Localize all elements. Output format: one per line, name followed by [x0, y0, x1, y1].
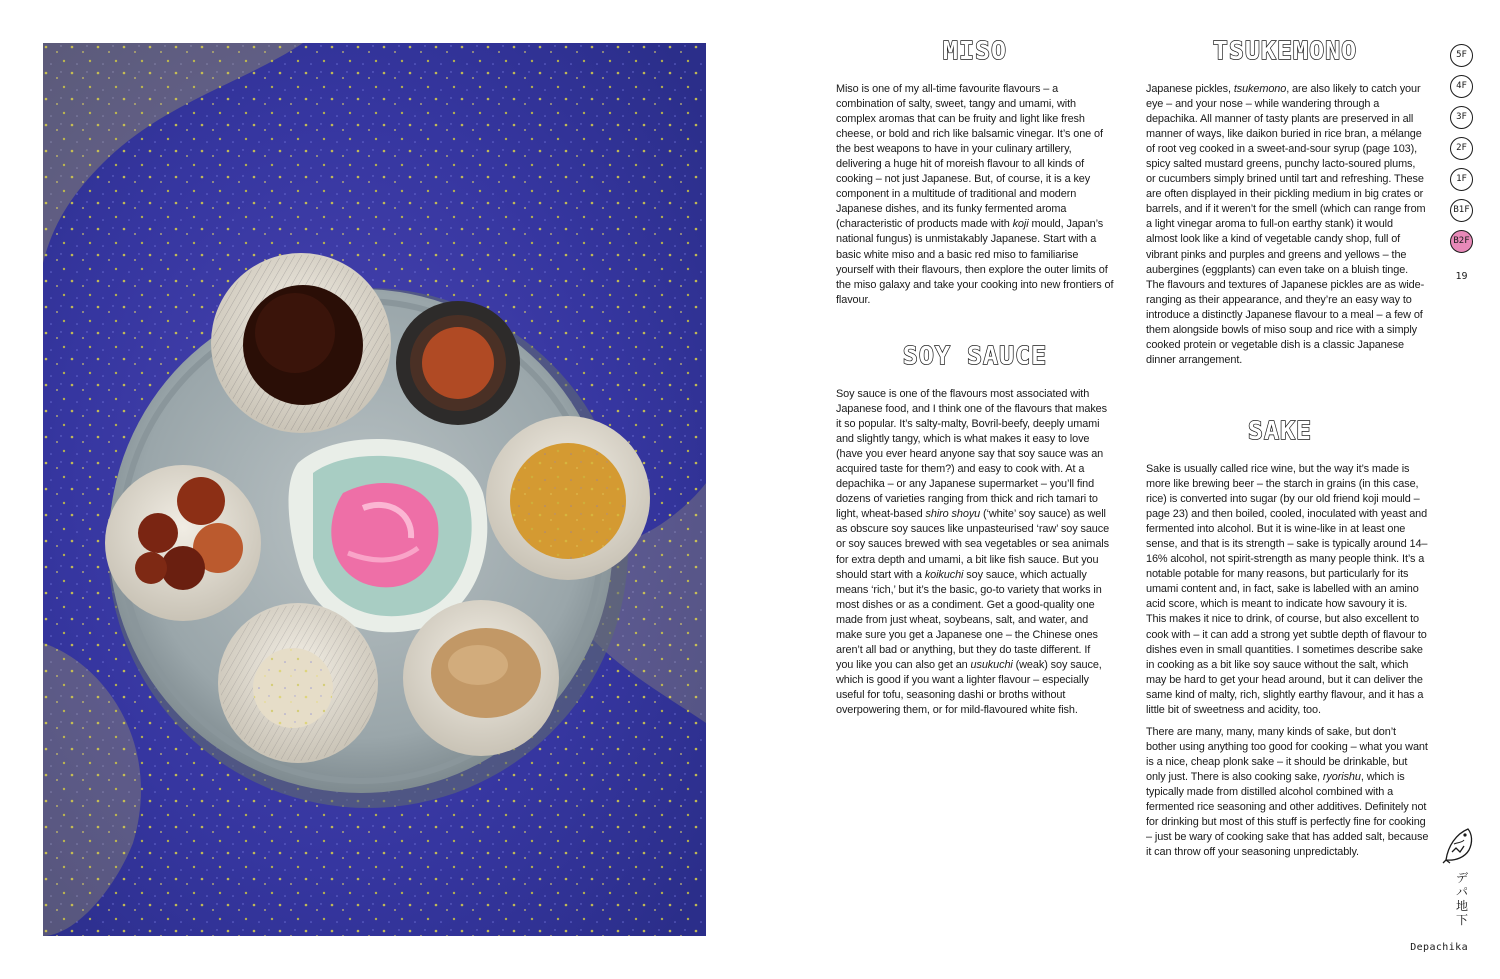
floor-5f: 5F — [1450, 44, 1473, 67]
miso-text — [836, 82, 1114, 315]
tsukemono-text — [1146, 82, 1426, 375]
running-footer: Depachika — [1410, 942, 1468, 953]
page-number: 19 — [1455, 271, 1468, 282]
paragraph: Sake is usually called rice wine, but the way it’s made is more like brewing beer – the starch in grains (in this case, rice) is converted into sugar (by our old friend koji mould – page 23) and then boiled, cooled, inoculated with yeast and fermented into alcohol. But it is wine-like in at least one sense, and that is its strength – sake is typically around 14–16% alcohol, not spirit-strength as many people think. It’s a notable potable for many reasons, but particularly for its umami content and, in fact, sake is labelled with an amino acid score, which is meant to indicate how savoury it is. This makes it nice to drink, of course, but also excellent to cook with – it can add a strong yet subtle depth of flavour to dishes even in small quantities. I sometimes describe sake in cooking as a bit like soy sauce without the salt, which may be hard to get your head around, but it can deliver the same kind of malty, rich, slightly earthy flavour, and it has a little bit of sweetness and acidity, too. — [1146, 463, 1428, 716]
paragraph: Miso is one of my all-time favourite flavours – a combination of salty, sweet, tangy and umami, with complex aromas that can be fruity and light like fresh cheese, or bold and rich like balsamic vinegar. It’s one of the best weapons to have in your culinary artillery, delivering a huge hit of moreish flavour to all kinds of cooking – not just Japanese. But, of course, it is a key component in a multitude of traditional and modern Japanese dishes, and its funky fermented aroma (characteristic of products made with koji mould, Japan’s national fungus) is unmistakably Japanese. Start with a basic white miso and a basic red miso to familiarise yourself with their flavours, then explore the outer limits of the miso galaxy and take your cooking into new frontiers of flavour. — [836, 83, 1114, 306]
paragraph: Soy sauce is one of the flavours most associated with Japanese food, and I think one of the flavours that makes it so popular. It’s salty-malty, Bovril-beefy, deeply umami and slightly tangy, which is what makes it easy to love (have you ever heard anyone say that soy sauce was an acquired taste for them?) and easy to cook with. At a depachika – or any Japanese supermarket – you’ll find dozens of varieties ranging from thick and rich tamari to light, wheat-based shiro shoyu (‘white’ soy sauce) as well as obscure soy sauces like unpasteurised ‘raw’ soy sauce or soy sauces brewed with sea vegetables or sea animals for extra depth and umami, a bit like fish sauce. But you should start with a koikuchi soy sauce, which actually means ‘rich,’ but it’s the basic, go-to variety that works in most dishes or as a condiment. Get a good-quality one made from just wheat, soybeans, salt, and water, and make sure you get a Japanese one – the Chinese ones aren’t all bad or anything, but they do taste different. If you like you can also get an usukuchi (weak) soy sauce, which is good if you want a lighter flavour – especially useful for tofu, seasoning dashi or broths without overpowering them, or for mild-flavoured white fish. — [836, 388, 1110, 716]
paragraph: Japanese pickles, tsukemono, are also likely to catch your eye – and your nose – while wandering through a depachika. All manner of tasty plants are preserved in all manner of ways, like daikon buried in rice bran, a mélange of root veg cooked in a sweet-and-sour syrup (page 103), spicy salted mustard greens, punchy lacto-soured plums, or cucumbers simply brined until tart and refreshing. These are often displayed in their pickling medium in big crates or barrels, and if it weren’t for the smell (which can range from a light vinegar aroma to full-on earthy stank) it would almost look like a kind of vegetable candy shop, full of vibrant pinks and purples and greens and yellows – the aubergines (eggplants) can even take on a bluish tinge. The flavours and textures of Japanese pickles are as wide-ranging as their appearance, and they’re an easy way to introduce a distinctly Japanese flavour to a meal – a few of them alongside bowls of miso soup and rice with a simply cooked protein or vegetable dish is a classic Japanese dinner arrangement. — [1146, 83, 1426, 366]
heading-soy-sauce: SOY SAUCE — [902, 341, 1048, 370]
floor-index — [1450, 44, 1475, 261]
sake-text — [1146, 462, 1429, 867]
floor-4f: 4F — [1450, 75, 1473, 98]
heading-tsukemono: TSUKEMONO — [1212, 36, 1358, 65]
floor-2f: 2F — [1450, 137, 1473, 160]
fish-icon — [1442, 826, 1476, 864]
heading-sake: SAKE — [1247, 416, 1313, 445]
food-photo — [43, 43, 706, 936]
paragraph: There are many, many, many kinds of sake, but don’t bother using anything too good for cooking – what you want is a nice, cheap plonk sake – it should be drinkable, but only just. There is also cooking sake, ryorishu, which is typically made from distilled alcohol combined with a fermented rice seasoning and other additives. Definitely not for drinking but most of this stuff is perfectly fine for cooking – just be wary of cooking sake that has added salt, because it can throw off your seasoning unpredictably. — [1146, 725, 1429, 859]
heading-miso: MISO — [942, 36, 1008, 65]
soy-sauce-text — [836, 387, 1110, 725]
floor-3f: 3F — [1450, 106, 1473, 129]
floor-b2f: B2F — [1450, 230, 1473, 253]
floor-1f: 1F — [1450, 168, 1473, 191]
floor-b1f: B1F — [1450, 199, 1473, 222]
vertical-japanese-label: デ パ 地 下 — [1455, 871, 1468, 927]
